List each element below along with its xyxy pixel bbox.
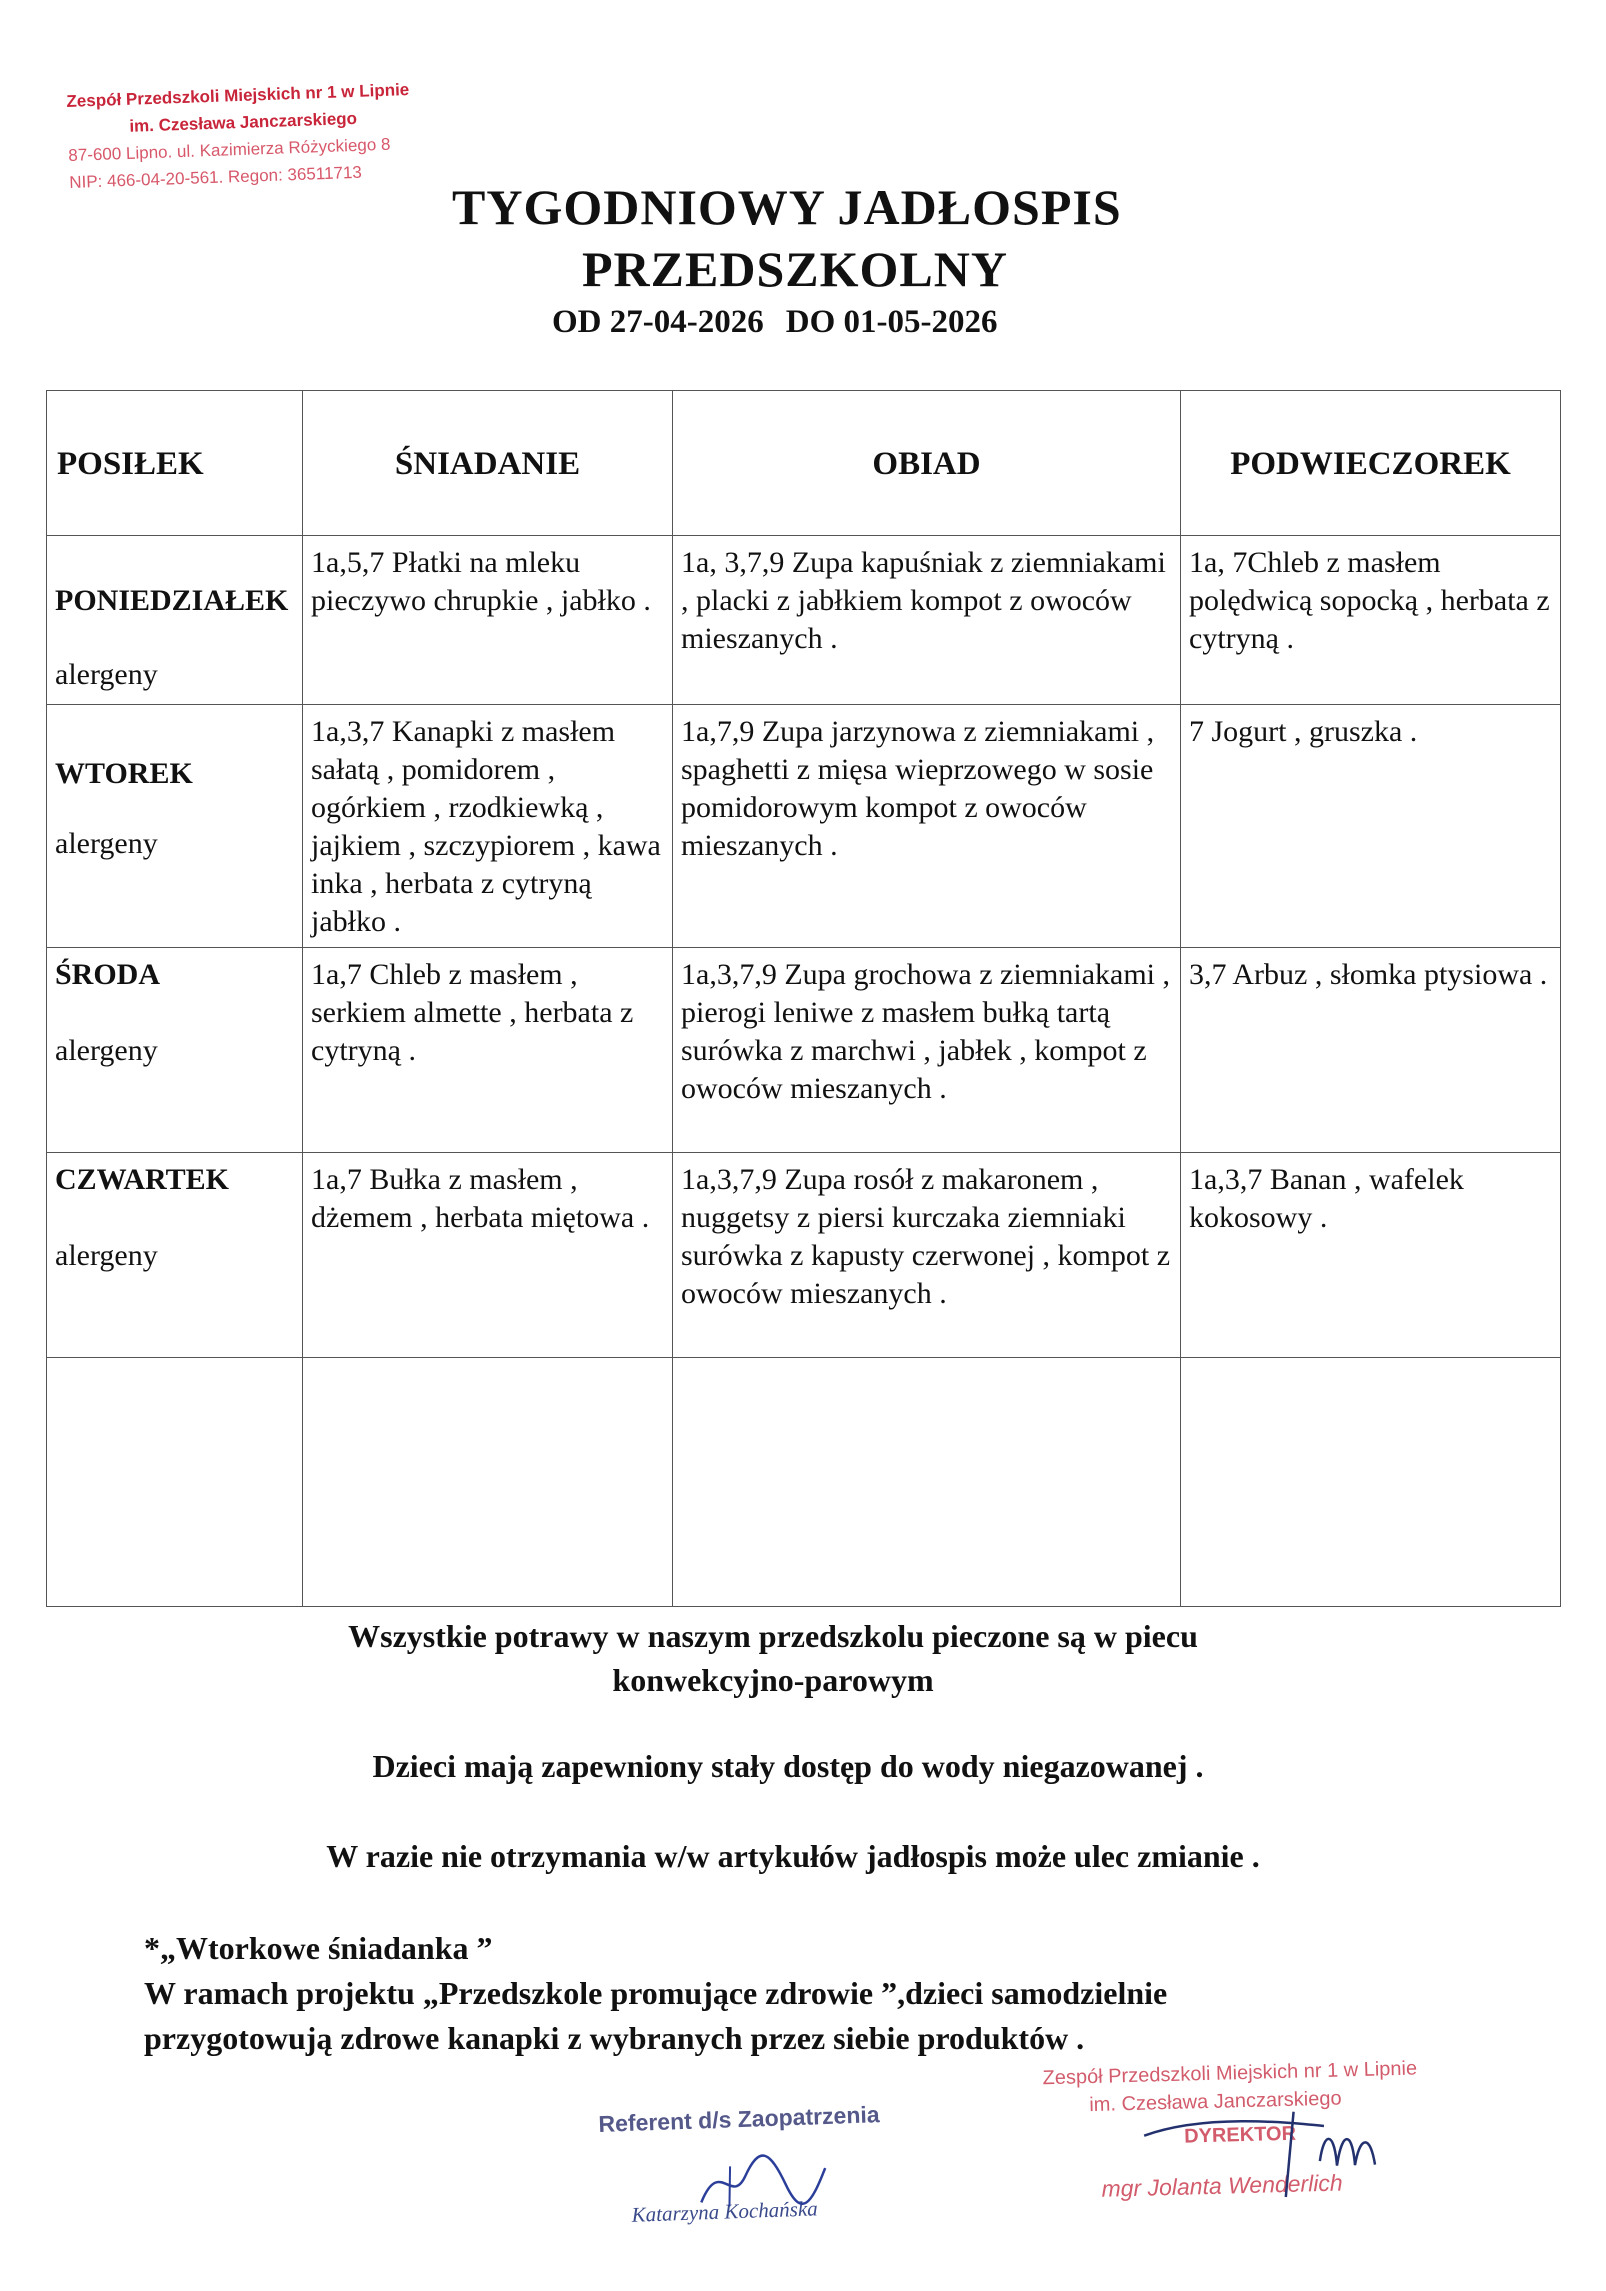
referent-name: Katarzyna Kochańska bbox=[631, 2196, 819, 2227]
allergens-label: alergeny bbox=[55, 1239, 158, 1272]
day-cell bbox=[47, 948, 303, 1153]
stamp-line-3: 87-600 Lipno. ul. Kazimierza Różyckiego 8 bbox=[68, 134, 391, 165]
snack-cell: 1a, 7Chleb z masłem polędwicą sopocką , herbata z cytryną . bbox=[1181, 536, 1561, 705]
column-header-breakfast: ŚNIADANIE bbox=[303, 391, 673, 536]
allergens-label: alergeny bbox=[55, 827, 158, 860]
institution-stamp bbox=[66, 73, 490, 196]
table-row bbox=[47, 536, 1561, 705]
lunch-cell: 1a, 3,7,9 Zupa kapuśniak z ziemniakami , placki z jabłkiem kompot z owoców mieszanych . bbox=[673, 536, 1181, 705]
project-note-line-1: W ramach projektu „Przedszkole promujące zdrowie ”,dzieci samodzielnie bbox=[144, 1975, 1168, 2011]
director-stamp bbox=[1042, 2052, 1526, 2205]
page-title-line-1: TYGODNIOWY JADŁOSPIS bbox=[452, 179, 1122, 235]
referent-signature-block bbox=[598, 2099, 942, 2229]
day-label: WTOREK bbox=[55, 757, 193, 790]
allergens-label: alergeny bbox=[55, 658, 158, 691]
breakfast-cell: 1a,7 Bułka z masłem , dżemem , herbata miętowa . bbox=[303, 1153, 673, 1358]
day-label: ŚRODA bbox=[55, 958, 161, 991]
empty-cell bbox=[303, 1358, 673, 1607]
director-title: DYREKTOR bbox=[1183, 2122, 1297, 2148]
project-note-line-2: przygotowują zdrowe kanapki z wybranych przez siebie produktów . bbox=[144, 2020, 1085, 2056]
water-note: Dzieci mają zapewniony stały dostęp do wody niegazowanej . bbox=[372, 1748, 1204, 1784]
empty-cell bbox=[1181, 1358, 1561, 1607]
breakfast-cell: 1a,5,7 Płatki na mleku pieczywo chrupkie , jabłko . bbox=[303, 536, 673, 705]
stamp-line-1: Zespół Przedszkoli Miejskich nr 1 w Lipnie bbox=[66, 80, 410, 111]
signature-scribble-icon bbox=[689, 2143, 841, 2218]
breakfast-cell: 1a,7 Chleb z masłem , serkiem almette , herbata z cytryną . bbox=[303, 948, 673, 1153]
date-from: OD 27-04-2026 bbox=[552, 304, 764, 340]
director-stamp-line-2: im. Czesława Janczarskiego bbox=[1089, 2087, 1342, 2117]
empty-row bbox=[47, 1358, 1561, 1607]
referent-role: Referent d/s Zaopatrzenia bbox=[598, 2101, 880, 2137]
tuesday-breakfast-title: *„Wtorkowe śniadanka ” bbox=[144, 1930, 493, 1966]
empty-cell bbox=[47, 1358, 303, 1607]
date-to: DO 01-05-2026 bbox=[785, 304, 998, 340]
column-header-lunch: OBIAD bbox=[673, 391, 1181, 536]
day-cell bbox=[47, 536, 303, 705]
snack-cell: 1a,3,7 Banan , wafelek kokosowy . bbox=[1181, 1153, 1561, 1358]
change-note: W razie nie otrzymania w/w artykułów jadłospis może ulec zmianie . bbox=[326, 1838, 1260, 1874]
lunch-cell: 1a,3,7,9 Zupa rosół z makaronem , nuggetsy z piersi kurczaka ziemniaki surówka z kapusty czerwonej , kompot z owoców mieszanych . bbox=[673, 1153, 1181, 1358]
lunch-cell: 1a,7,9 Zupa jarzynowa z ziemniakami , spaghetti z mięsa wieprzowego w sosie pomidorowym kompot z owoców mieszanych . bbox=[673, 705, 1181, 948]
table-row bbox=[47, 948, 1561, 1153]
oven-note-line-1: Wszystkie potrawy w naszym przedszkolu pieczone są w piecu bbox=[348, 1618, 1198, 1654]
lunch-cell: 1a,3,7,9 Zupa grochowa z ziemniakami , pierogi leniwe z masłem bułką tartą surówka z marchwi , jabłek , kompot z owoców mieszanych . bbox=[673, 948, 1181, 1153]
director-signature-icon bbox=[1123, 2088, 1426, 2206]
empty-cell bbox=[673, 1358, 1181, 1607]
snack-cell: 7 Jogurt , gruszka . bbox=[1181, 705, 1561, 948]
table-header-row bbox=[47, 391, 1561, 536]
director-stamp-line-1: Zespół Przedszkoli Miejskich nr 1 w Lipnie bbox=[1042, 2057, 1418, 2090]
column-header-snack: PODWIECZOREK bbox=[1181, 391, 1561, 536]
stamp-line-2: im. Czesława Janczarskiego bbox=[129, 108, 358, 136]
snack-cell: 3,7 Arbuz , słomka ptysiowa . bbox=[1181, 948, 1561, 1153]
day-label: CZWARTEK bbox=[55, 1163, 229, 1196]
day-label: PONIEDZIAŁEK bbox=[55, 584, 289, 617]
table-row bbox=[47, 705, 1561, 948]
oven-note-line-2: konwekcyjno-parowym bbox=[612, 1662, 934, 1698]
day-cell bbox=[47, 705, 303, 948]
menu-table bbox=[46, 390, 1561, 1607]
day-cell bbox=[47, 1153, 303, 1358]
table-row bbox=[47, 1153, 1561, 1358]
column-header-meal: POSIŁEK bbox=[47, 391, 303, 536]
director-name: mgr Jolanta Wenderlich bbox=[1101, 2169, 1343, 2202]
date-range bbox=[552, 304, 1512, 341]
page-title-line-2: PRZEDSZKOLNY bbox=[582, 241, 1008, 297]
breakfast-cell: 1a,3,7 Kanapki z masłem sałatą , pomidorem , ogórkiem , rzodkiewką , jajkiem , szczypiorem , kawa inka , herbata z cytryną jabłko . bbox=[303, 705, 673, 948]
allergens-label: alergeny bbox=[55, 1034, 158, 1067]
stamp-line-4: NIP: 466-04-20-561. Regon: 36511713 bbox=[68, 162, 363, 192]
